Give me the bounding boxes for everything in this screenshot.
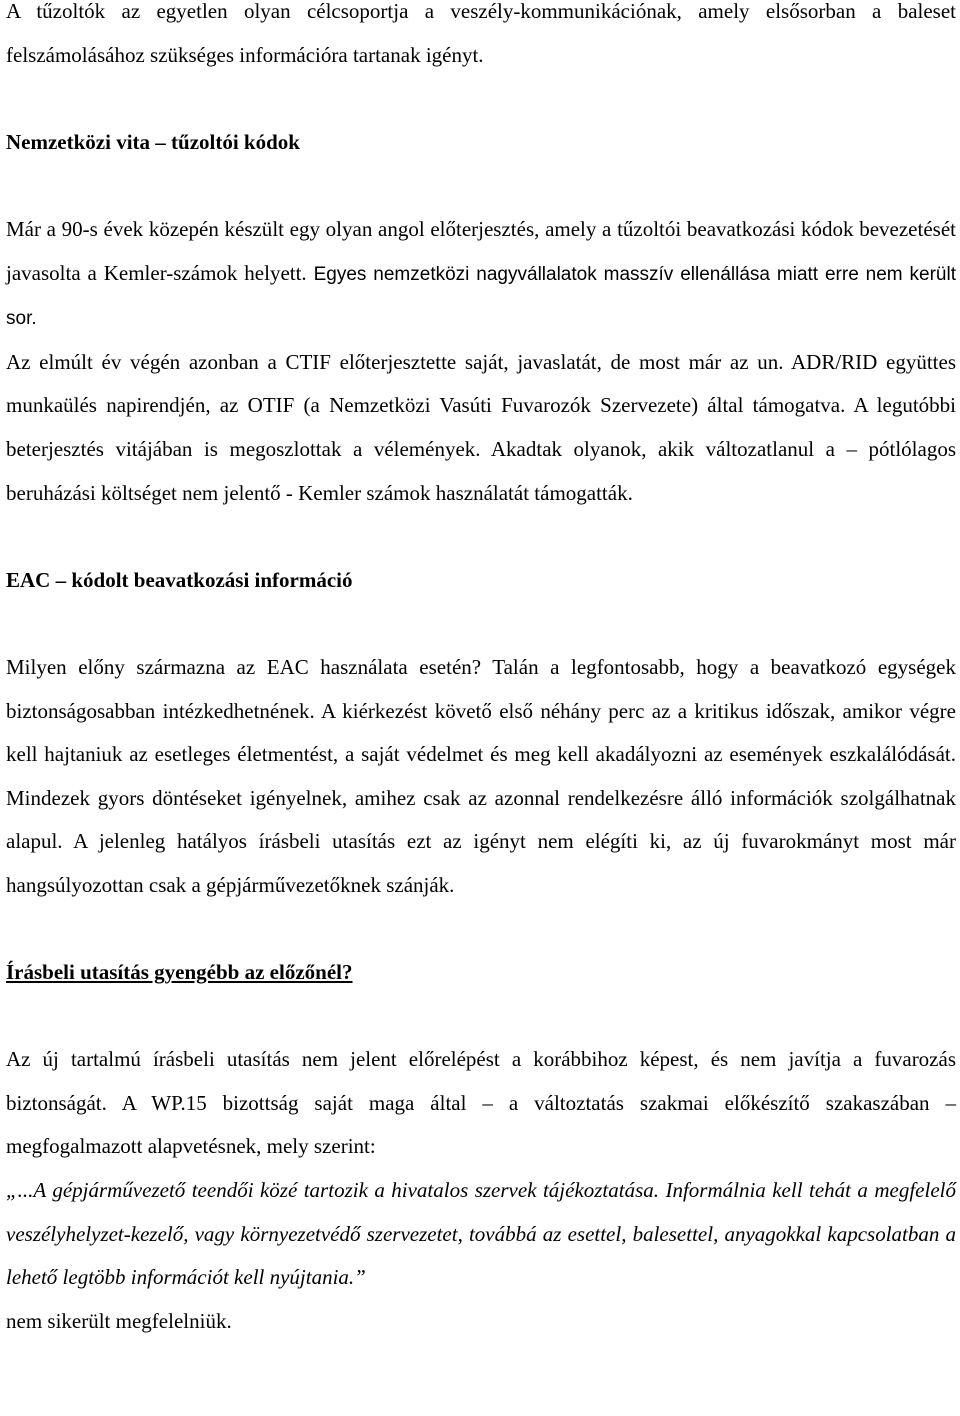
section1-p1-text: Már a 90-s évek közepén készült egy olyan angol előterjesztés, amely a tűzoltói beavatkozási kódok bevezetését javasolta a Kemler-számok helyett.: [6, 216, 956, 285]
heading-eac: EAC – kódolt beavatkozási információ: [6, 567, 353, 592]
heading-written-instruction: Írásbeli utasítás gyengébb az előzőnél?: [6, 960, 353, 985]
section1-paragraph1: [6, 208, 956, 341]
spacer: [6, 515, 956, 559]
section2-paragraph1: Milyen előny származna az EAC használata esetén? Talán a legfontosabb, hogy a beavatkozó egységek biztonságosabban intézkedhetnének. A kiérkezést követő első néhány perc az a kritikus időszak, amikor végre kell hajtaniuk az esetleges életmentést, a saját védelmet és meg kell akadályozni az események eszkalálódását. Mindezek gyors döntéseket igényelnek, amihez csak az azonnal rendelkezésre álló információk szolgálhatnak alapul. A jelenleg hatályos írásbeli utasítás ezt az igényt nem elégíti ki, az új fuvarokmányt most már hangsúlyozottan csak a gépjárművezetőknek szánják.: [6, 654, 956, 897]
section1-p1b-text: Egyes nemzetközi nagyvállalatok masszív ellenállása miatt erre nem került sor.: [6, 263, 957, 330]
spacer: [6, 164, 956, 208]
spacer: [6, 602, 956, 646]
spacer: [6, 995, 956, 1039]
section3-quote: „...A gépjárművezető teendői közé tartozik a hivatalos szervek tájékoztatása. Informálnia kell tehát a megfelelő veszélyhelyzet-kezelő, vagy környezetvédő szervezetet, továbbá az esettel, balesettel, anyagokkal kapcsolatban a lehető legtöbb információt kell nyújtania.”: [6, 1178, 956, 1290]
intro-paragraph: A tűzoltók az egyetlen olyan célcsoportja a veszély-kommunikációnak, amely elsősorban a baleset felszámolásához szükséges információra tartanak igényt.: [6, 0, 956, 67]
document-page: [6, 0, 956, 1343]
heading-international-debate: Nemzetközi vita – tűzoltói kódok: [6, 129, 300, 154]
section3-closing: nem sikerült megfelelniük.: [6, 1308, 232, 1333]
spacer: [6, 77, 956, 121]
section3-paragraph1: Az új tartalmú írásbeli utasítás nem jelent előrelépést a korábbihoz képest, és nem javítja a fuvarozás biztonságát. A WP.15 bizottság saját maga által – a változtatás szakmai előkészítő szakaszában – megfogalmazott alapvetésnek, mely szerint:: [6, 1047, 956, 1159]
spacer: [6, 907, 956, 951]
section1-paragraph2: Az elmúlt év végén azonban a CTIF előterjesztette saját, javaslatát, de most már az un. ADR/RID együttes munkaülés napirendjén, az OTIF (a Nemzetközi Vasúti Fuvarozók Szervezete) által támogatva. A legutóbbi beterjesztés vitájában is megoszlottak a vélemények. Akadtak olyanok, akik változatlanul a – pótlólagos beruházási költséget nem jelentő - Kemler számok használatát támogatták.: [6, 349, 956, 505]
